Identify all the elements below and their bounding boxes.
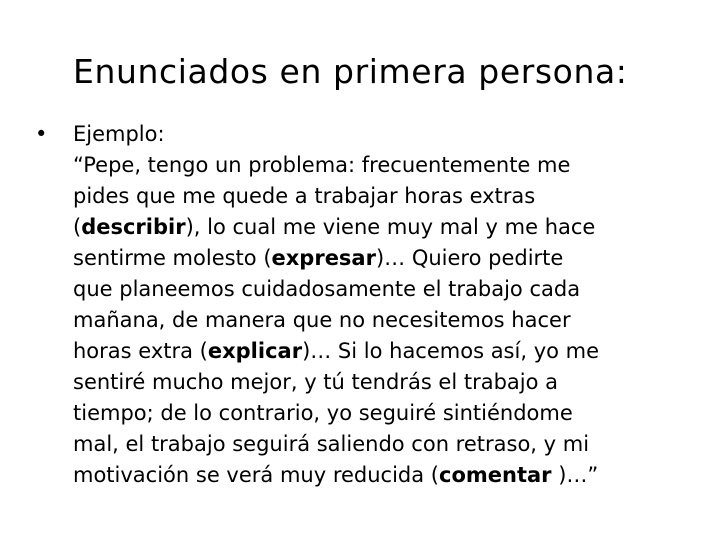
quote-text: ( bbox=[73, 215, 82, 239]
quote-line-10: mal, el trabajo seguirá saliendo con retraso, y mi bbox=[73, 432, 590, 456]
quote-line-7 bbox=[73, 336, 703, 367]
bullet-icon: • bbox=[35, 122, 48, 146]
quote-line-9: tiempo; de lo contrario, yo seguiré sintiéndome bbox=[73, 401, 573, 425]
quote-line-4 bbox=[73, 243, 703, 274]
quote-line-8: sentiré mucho mejor, y tú tendrás el trabajo a bbox=[73, 370, 559, 394]
keyword-explicar: explicar bbox=[207, 339, 303, 363]
quote-text: sentirme molesto ( bbox=[73, 246, 272, 270]
quote-text: motivación se verá muy reducida ( bbox=[73, 463, 439, 487]
quote-line-3 bbox=[73, 212, 703, 243]
slide-title: Enunciados en primera persona: bbox=[73, 52, 628, 91]
quote-paragraph bbox=[73, 150, 703, 491]
quote-text: horas extra ( bbox=[73, 339, 208, 363]
quote-line-2: pides que me quede a trabajar horas extras bbox=[73, 184, 536, 208]
bullet-item bbox=[35, 119, 165, 149]
keyword-comentar: comentar bbox=[439, 463, 552, 487]
quote-text: ), lo cual me viene muy mal y me hace bbox=[185, 215, 596, 239]
bullet-label: Ejemplo: bbox=[73, 122, 165, 146]
quote-line-6: mañana, de manera que no necesitemos hacer bbox=[73, 308, 571, 332]
keyword-expresar: expresar bbox=[271, 246, 376, 270]
quote-text: )… Si lo hacemos así, yo me bbox=[302, 339, 600, 363]
quote-line-1: “Pepe, tengo un problema: frecuentemente me bbox=[73, 153, 571, 177]
quote-line-5: que planeemos cuidadosamente el trabajo cada bbox=[73, 277, 581, 301]
quote-line-11 bbox=[73, 460, 703, 491]
keyword-describir: describir bbox=[81, 215, 186, 239]
quote-text: )…” bbox=[551, 463, 599, 487]
quote-text: )… Quiero pedirte bbox=[375, 246, 564, 270]
